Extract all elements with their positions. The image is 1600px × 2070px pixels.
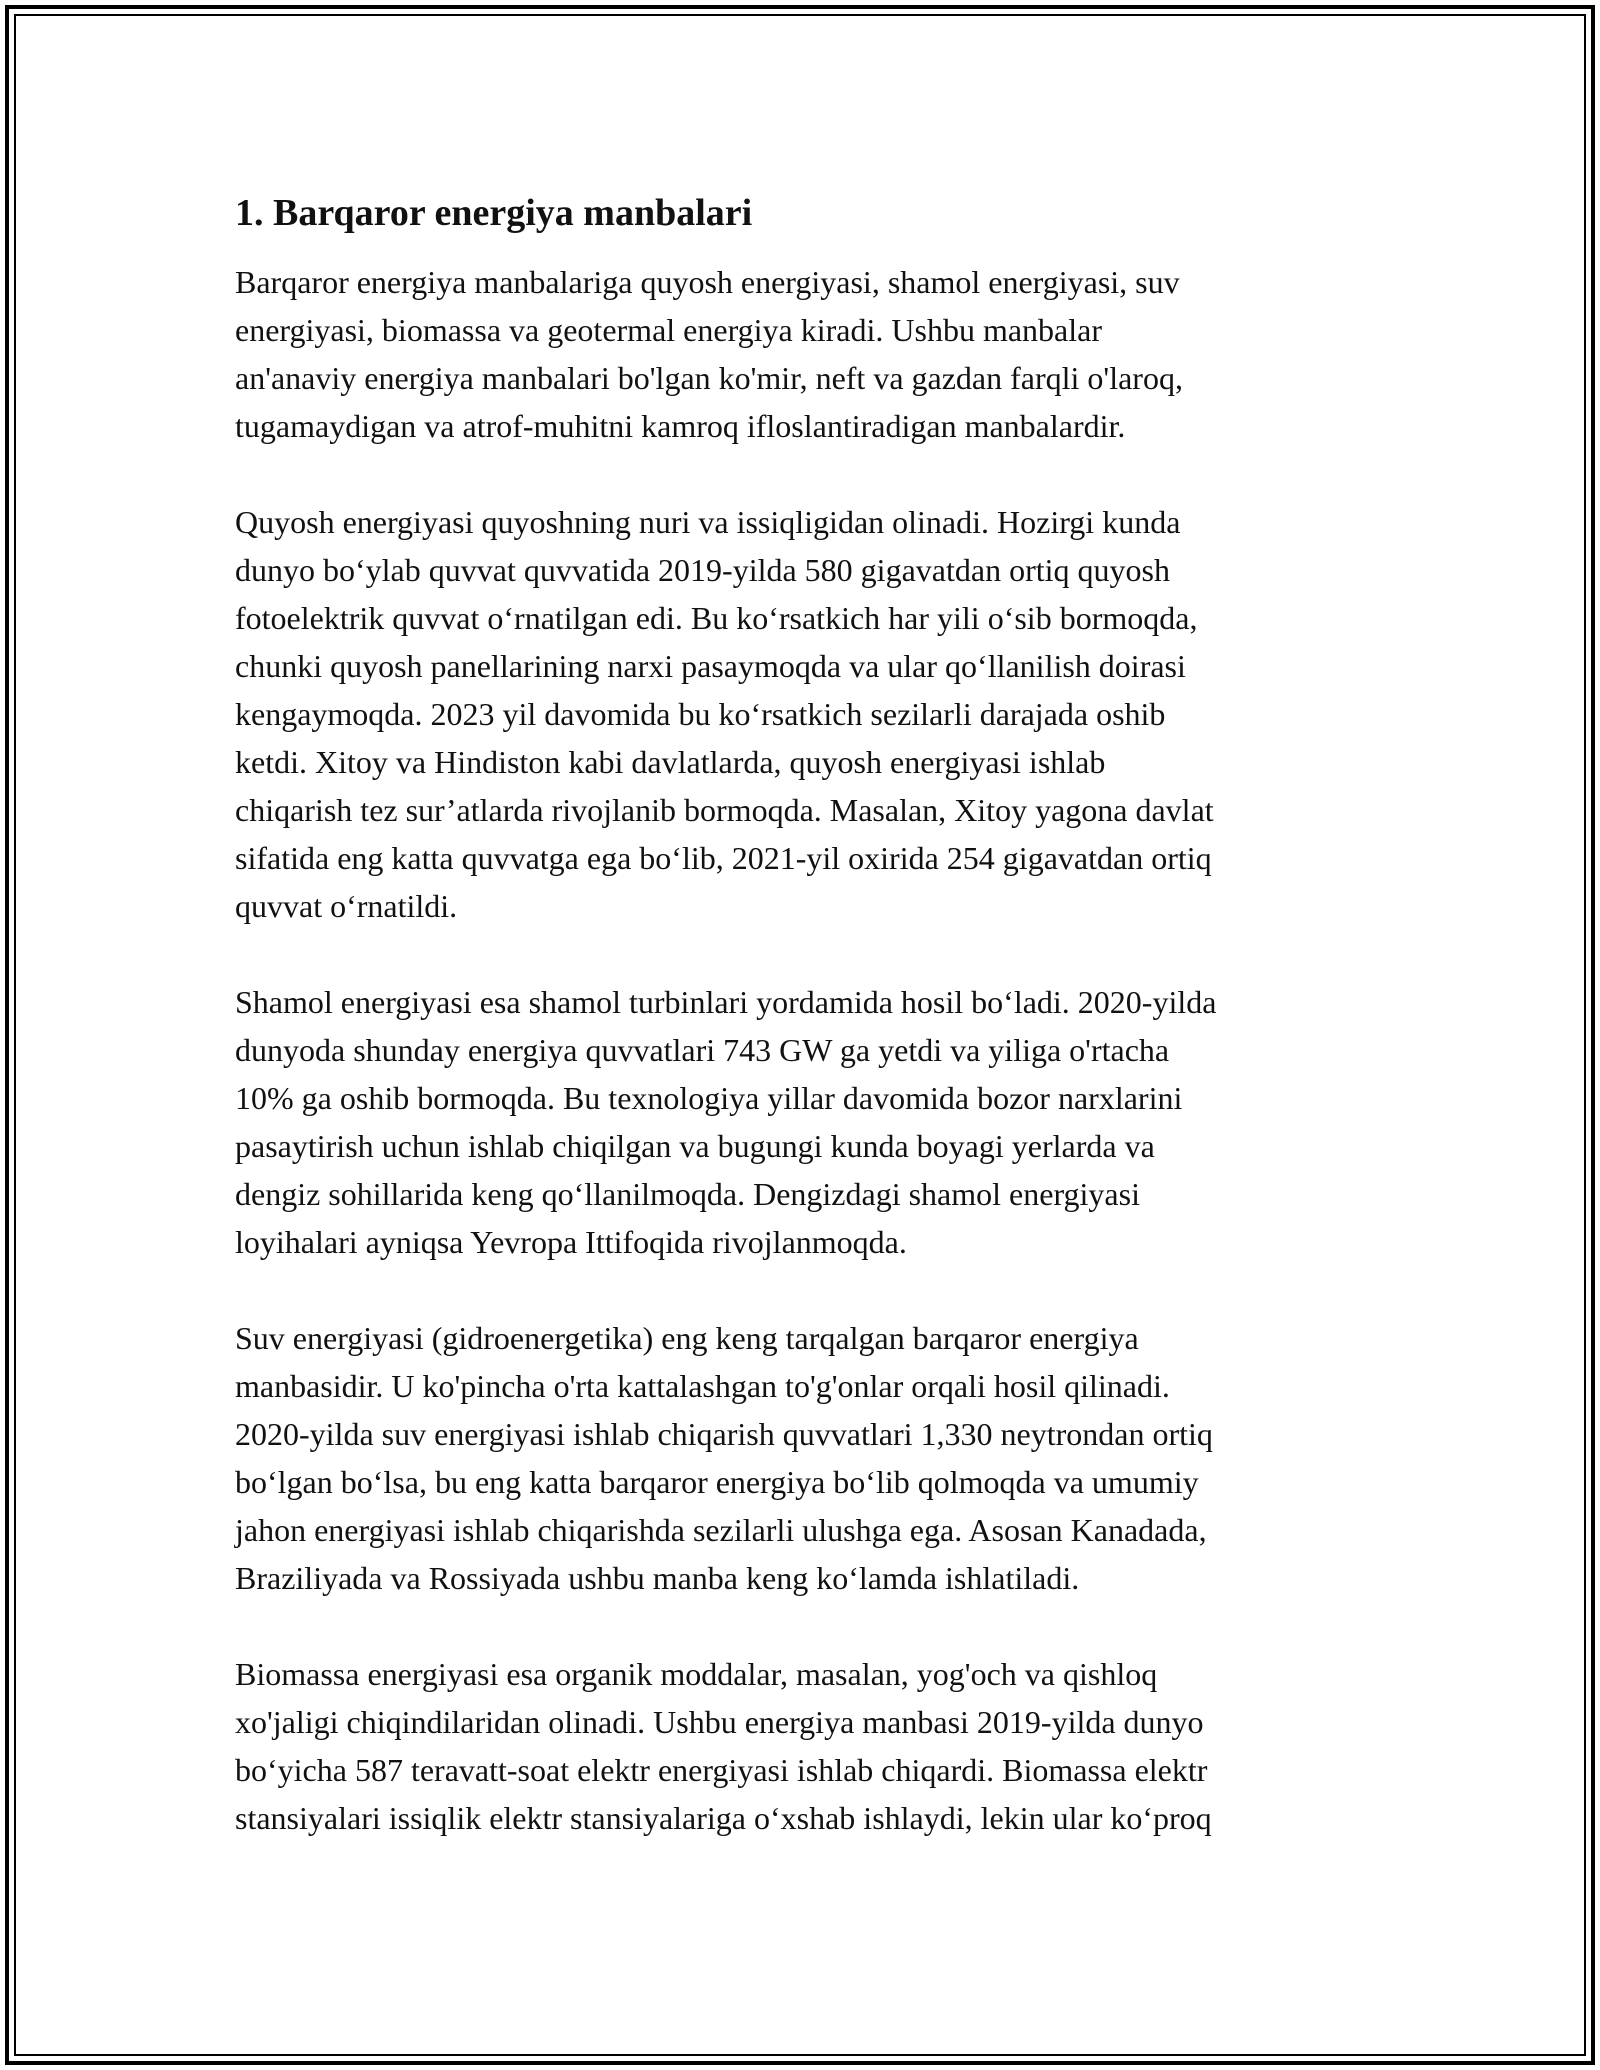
text-line: bo‘yicha 587 teravatt-soat elektr energiyasi ishlab chiqardi. Biomassa elektr	[235, 1752, 1208, 1788]
text-line: manbasidir. U ko'pincha o'rta kattalashgan to'g'onlar orqali hosil qilinadi.	[235, 1368, 1170, 1404]
text-line: chunki quyosh panellarining narxi pasaymoqda va ular qo‘llanilish doirasi	[235, 648, 1186, 684]
paragraph-intro	[235, 258, 1385, 450]
text-line: sifatida eng katta quvvatga ega bo‘lib, 2021-yil oxirida 254 gigavatdan ortiq	[235, 840, 1212, 876]
text-line: quvvat o‘rnatildi.	[235, 888, 458, 924]
text-line: 2020-yilda suv energiyasi ishlab chiqarish quvvatlari 1,330 neytrondan ortiq	[235, 1416, 1213, 1452]
text-line: pasaytirish uchun ishlab chiqilgan va bugungi kunda boyagi yerlarda va	[235, 1128, 1155, 1164]
text-line: Barqaror energiya manbalariga quyosh energiyasi, shamol energiyasi, suv	[235, 264, 1180, 300]
text-line: Biomassa energiyasi esa organik moddalar, masalan, yog'och va qishloq	[235, 1656, 1158, 1692]
document-body	[235, 186, 1385, 1890]
paragraph-wind	[235, 978, 1385, 1266]
text-line: dunyoda shunday energiya quvvatlari 743 GW ga yetdi va yiliga o'rtacha	[235, 1032, 1170, 1068]
paragraph-biomass	[235, 1650, 1385, 1842]
text-line: 10% ga oshib bormoqda. Bu texnologiya yillar davomida bozor narxlarini	[235, 1080, 1183, 1116]
text-line: ketdi. Xitoy va Hindiston kabi davlatlarda, quyosh energiyasi ishlab	[235, 744, 1106, 780]
text-line: chiqarish tez sur’atlarda rivojlanib bormoqda. Masalan, Xitoy yagona davlat	[235, 792, 1214, 828]
text-line: tugamaydigan va atrof-muhitni kamroq ifloslantiradigan manbalardir.	[235, 408, 1126, 444]
text-line: loyihalari ayniqsa Yevropa Ittifoqida rivojlanmoqda.	[235, 1224, 907, 1260]
paragraph-solar	[235, 498, 1385, 930]
text-line: bo‘lgan bo‘lsa, bu eng katta barqaror energiya bo‘lib qolmoqda va umumiy	[235, 1464, 1199, 1500]
text-line: fotoelektrik quvvat o‘rnatilgan edi. Bu ko‘rsatkich har yili o‘sib bormoqda,	[235, 600, 1198, 636]
text-line: dunyo bo‘ylab quvvat quvvatida 2019-yilda 580 gigavatdan ortiq quyosh	[235, 552, 1170, 588]
text-line: jahon energiyasi ishlab chiqarishda sezilarli ulushga ega. Asosan Kanadada,	[235, 1512, 1207, 1548]
paragraph-hydro	[235, 1314, 1385, 1602]
section-title: 1. Barqaror energiya manbalari	[235, 192, 753, 234]
text-line: dengiz sohillarida keng qo‘llanilmoqda. Dengizdagi shamol energiyasi	[235, 1176, 1140, 1212]
text-line: Braziliyada va Rossiyada ushbu manba keng ko‘lamda ishlatiladi.	[235, 1560, 1080, 1596]
text-line: stansiyalari issiqlik elektr stansiyalariga o‘xshab ishlaydi, lekin ular ko‘proq	[235, 1800, 1212, 1836]
text-line: Quyosh energiyasi quyoshning nuri va issiqligidan olinadi. Hozirgi kunda	[235, 504, 1181, 540]
text-line: Suv energiyasi (gidroenergetika) eng keng tarqalgan barqaror energiya	[235, 1320, 1139, 1356]
text-line: energiyasi, biomassa va geotermal energiya kiradi. Ushbu manbalar	[235, 312, 1102, 348]
text-line: xo'jaligi chiqindilaridan olinadi. Ushbu energiya manbasi 2019-yilda dunyo	[235, 1704, 1204, 1740]
text-line: an'anaviy energiya manbalari bo'lgan ko'mir, neft va gazdan farqli o'laroq,	[235, 360, 1183, 396]
text-line: kengaymoqda. 2023 yil davomida bu ko‘rsatkich sezilarli darajada oshib	[235, 696, 1166, 732]
text-line: Shamol energiyasi esa shamol turbinlari yordamida hosil bo‘ladi. 2020-yilda	[235, 984, 1217, 1020]
